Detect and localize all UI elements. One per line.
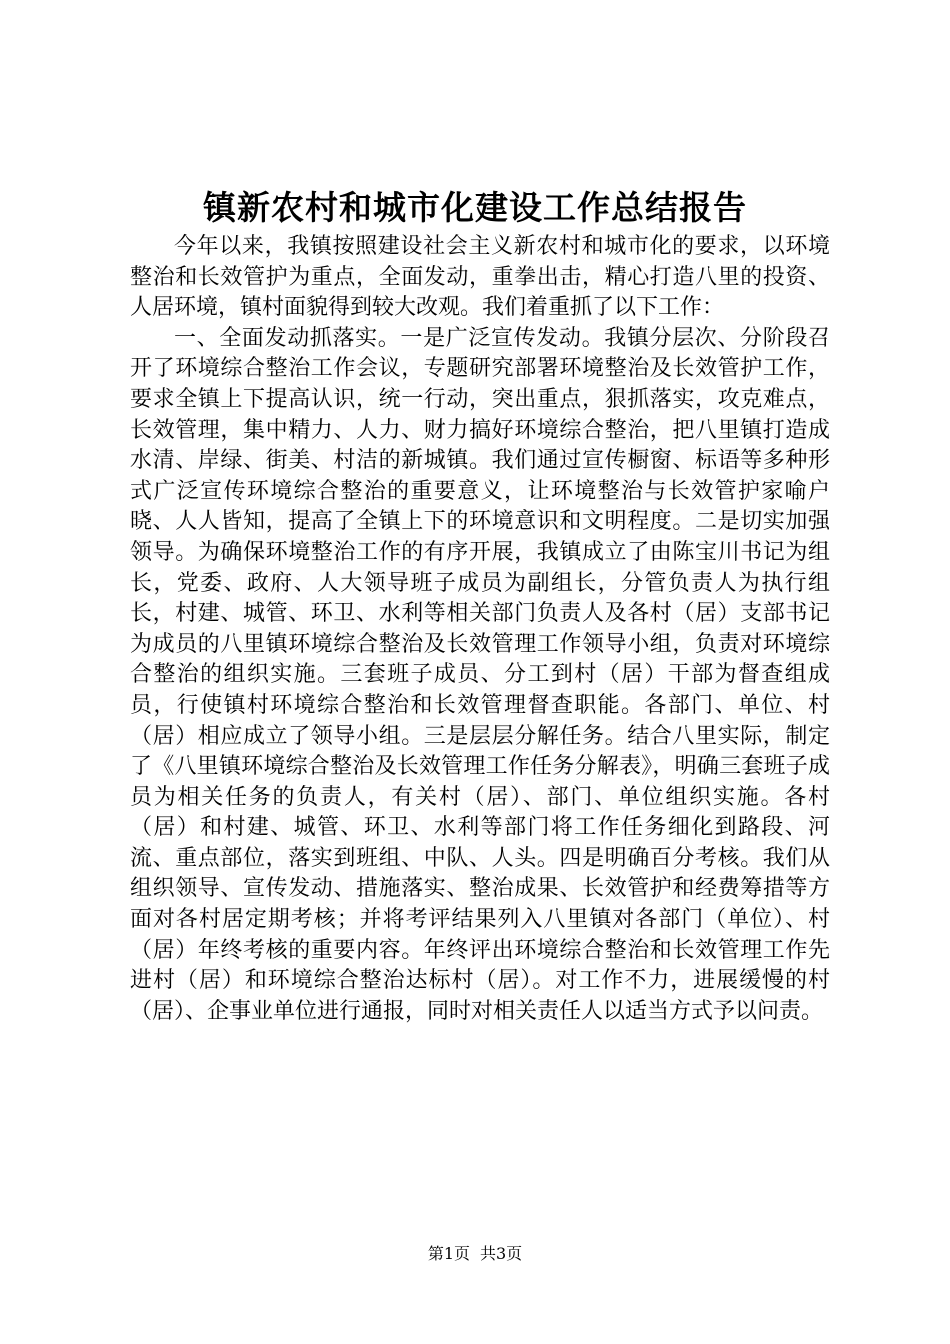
page-number: 第1页 — [427, 1244, 470, 1263]
document-body — [130, 232, 830, 1027]
page-footer — [0, 1242, 950, 1266]
intro-paragraph: 今年以来，我镇按照建设社会主义新农村和城市化的要求，以环境整治和长效管护为重点，全面发动，重拳出击，精心打造八里的投资、人居环境，镇村面貌得到较大改观。我们着重抓了以下工作： — [130, 234, 830, 321]
document-title: 镇新农村和城市化建设工作总结报告 — [203, 188, 747, 227]
page-total: 共3页 — [480, 1244, 523, 1263]
section-one-paragraph: 一、全面发动抓落实。一是广泛宣传发动。我镇分层次、分阶段召开了环境综合整治工作会议，专题研究部署环境整治及长效管护工作，要求全镇上下提高认识，统一行动，突出重点，狠抓落实，攻克难点，长效管理，集中精力、人力、财力搞好环境综合整治，把八里镇打造成水清、岸绿、街美、村洁的新城镇。我们通过宣传橱窗、标语等多种形式广泛宣传环境综合整治的重要意义，让环境整治与长效管护家喻户晓、人人皆知，提高了全镇上下的环境意识和文明程度。二是切实加强领导。为确保环境整治工作的有序开展，我镇成立了由陈宝川书记为组长，党委、政府、人大领导班子成员为副组长，分管负责人为执行组长，村建、城管、环卫、水利等相关部门负责人及各村（居）支部书记为成员的八里镇环境综合整治及长效管理工作领导小组，负责对环境综合整治的组织实施。三套班子成员、分工到村（居）干部为督查组成员，行使镇村环境综合整治和长效管理督查职能。各部门、单位、村（居）相应成立了领导小组。三是层层分解任务。结合八里实际，制定了《八里镇环境综合整治及长效管理工作任务分解表》，明确三套班子成员为相关任务的负责人，有关村（居）、部门、单位组织实施。各村（居）和村建、城管、环卫、水利等部门将工作任务细化到路段、河流、重点部位，落实到班组、中队、人头。四是明确百分考核。我们从组织领导、宣传发动、措施落实、整治成果、长效管护和经费筹措等方面对各村居定期考核；并将考评结果列入八里镇对各部门（单位）、村（居）年终考核的重要内容。年终评出环境综合整治和长效管理工作先进村（居）和环境综合整治达标村（居）。对工作不力，进展缓慢的村（居）、企事业单位进行通报，同时对相关责任人以适当方式予以问责。 — [130, 325, 830, 1024]
